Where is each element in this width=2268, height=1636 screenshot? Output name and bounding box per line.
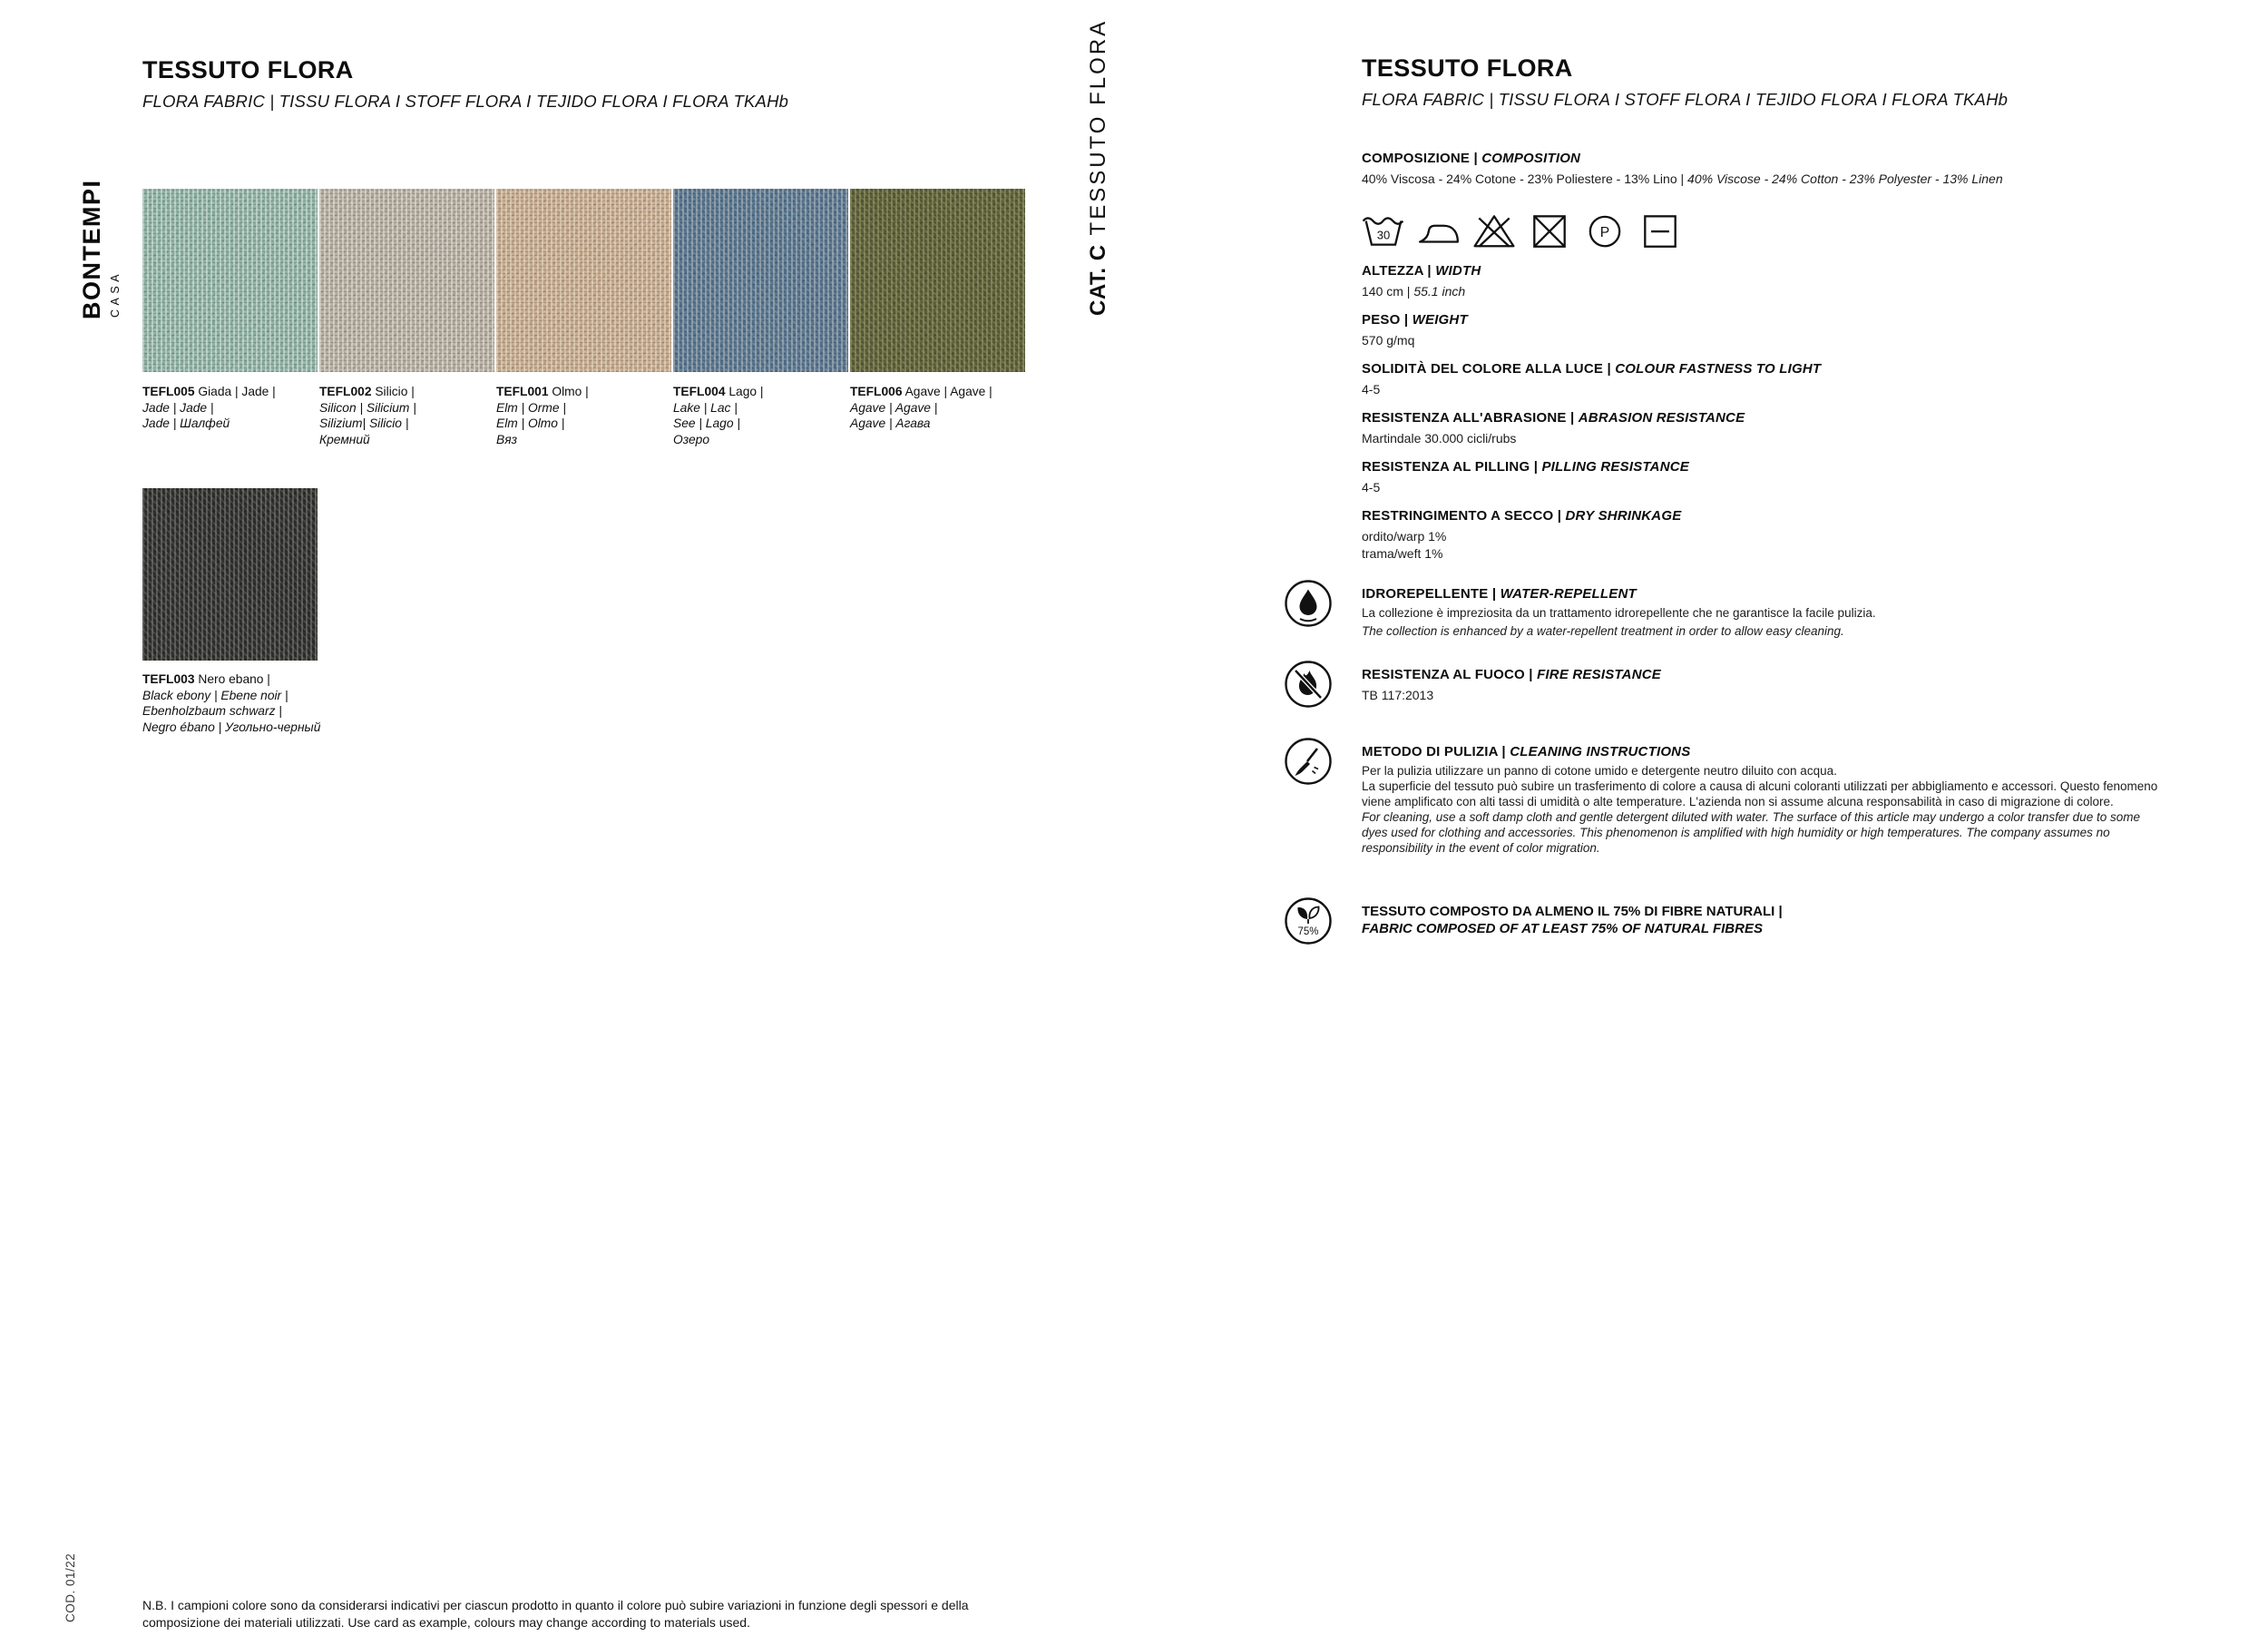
- cleaning-text-it-2: La superficie del tessuto può subire un trasferimento di colore a causa di alcuni coloranti utilizzati per abbigliamento e accessori. Questo fenomeno viene amplificato con alti tassi di umidità o alte temperature. L'azienda non si assume alcuna responsabilità in caso di migrazione di colore.: [1362, 779, 2158, 808]
- spec-pilling-resistance: RESISTENZA AL PILLING | PILLING RESISTANCE 4-5: [1362, 459, 1689, 495]
- spec-width: ALTEZZA | WIDTH 140 cm | 55.1 inch: [1362, 263, 1481, 299]
- swatch-translation: Silizium| Silicio |: [319, 416, 409, 430]
- left-page-subtitle: FLORA FABRIC | TISSU FLORA I STOFF FLORA I TEJIDO FLORA I FLORA TKAHb: [142, 92, 789, 111]
- cleaning-icon: [1284, 737, 1333, 786]
- right-page: [1297, 54, 2164, 937]
- swatch-label-agave: [850, 384, 1025, 447]
- svg-text:75%: 75%: [1297, 926, 1319, 937]
- swatch-label-giada: [142, 384, 318, 447]
- swatch-translation: Elm | Olmo |: [496, 416, 565, 430]
- swatch-code: TEFL002: [319, 385, 372, 398]
- swatch-translation: Silicon | Silicium |: [319, 400, 416, 415]
- cleaning-instructions-block: METODO DI PULIZIA | CLEANING INSTRUCTIONS Per la pulizia utilizzare un panno di cotone umido e detergente neutro diluito con acqua. La superficie del tessuto può subire un trasferimento di colore a causa di alcuni coloranti utilizzati per abbigliamento e accessori. Questo fenomeno viene amplificato con alti tassi di umidità o alte temperature. L'azienda non si assume alcuna responsabilità in caso di migrazione di colore. For cleaning, use a soft damp cloth and gentle detergent diluted with water. The surface of this article may undergo a color transfer due to some dyes used for clothing and accessories. This phenomenon is amplified with high humidity or high temperatures. The company assumes no responsibility in the event of color migration.: [1362, 743, 2164, 856]
- brand-logo: [78, 174, 132, 319]
- collection-label: TESSUTO FLORA: [1086, 18, 1110, 236]
- swatch-code: TEFL006: [850, 385, 903, 398]
- care-icons-row: [1362, 211, 2164, 250]
- water-repellent-text-en: The collection is enhanced by a water-repellent treatment in order to allow easy cleaning.: [1362, 624, 1844, 638]
- swatch-code: TEFL003: [142, 672, 195, 686]
- left-header: [142, 56, 788, 112]
- code-revision-label: COD. 01/22: [64, 1553, 77, 1622]
- swatch-code: TEFL004: [673, 385, 726, 398]
- swatch-code: TEFL001: [496, 385, 549, 398]
- natural-fibres-line-it: TESSUTO COMPOSTO DA ALMENO IL 75% DI FIBRE NATURALI |: [1362, 904, 1783, 919]
- swatch-name: Olmo |: [552, 385, 589, 398]
- dry-flat-icon: [1638, 211, 1682, 250]
- right-page-title: TESSUTO FLORA: [1362, 54, 1573, 82]
- fire-resistance-value: TB 117:2013: [1362, 688, 1434, 702]
- spec-colour-fastness: SOLIDITÀ DEL COLORE ALLA LUCE | COLOUR FASTNESS TO LIGHT 4-5: [1362, 361, 1822, 397]
- fabric-swatch-nero-ebano: [142, 488, 318, 661]
- fire-resistance-block: RESISTENZA AL FUOCO | FIRE RESISTANCE TB 117:2013: [1362, 666, 2164, 703]
- composition-value: 40% Viscosa - 24% Cotone - 23% Poliestere - 13% Lino | 40% Viscose - 24% Cotton - 23% Polyester - 13% Linen: [1362, 171, 2003, 186]
- swatch-translation: Agave | Агава: [850, 416, 931, 430]
- fabric-swatch-silicio: [319, 189, 494, 372]
- brand-name: BONTEMPI: [78, 179, 105, 319]
- natural-fibres-icon: [1284, 896, 1333, 945]
- swatch-name: Silicio |: [375, 385, 415, 398]
- water-repellent-text-it: La collezione è impreziosita da un trattamento idrorepellente che ne garantisce la facile pulizia.: [1362, 606, 1876, 620]
- swatch-row: [142, 189, 1025, 372]
- swatch-code: TEFL005: [142, 385, 195, 398]
- swatch-translation: See | Lago |: [673, 416, 740, 430]
- swatch-translation: Negro ébano | Угольно-черный: [142, 720, 321, 734]
- swatch-label-lago: [673, 384, 848, 447]
- spec-abrasion-resistance: RESISTENZA ALL'ABRASIONE | ABRASION RESISTANCE Martindale 30.000 cicli/rubs: [1362, 410, 1745, 446]
- brand-division: CASA: [109, 269, 122, 318]
- iron-icon: [1417, 211, 1461, 250]
- swatch-translation: Ebenholzbaum schwarz |: [142, 704, 282, 718]
- swatch-translation: Вяз: [496, 432, 517, 446]
- left-page-title: TESSUTO FLORA: [142, 56, 354, 83]
- fabric-swatch-olmo: [496, 189, 671, 372]
- swatch-translation: Кремний: [319, 432, 370, 446]
- cleaning-text-en: For cleaning, use a soft damp cloth and gentle detergent diluted with water. The surface of this article may undergo a color transfer due to some dyes used for clothing and accessories. This phenomenon is amplified with high humidity or high temperatures. The company assumes no responsibility in the event of color migration.: [1362, 810, 2140, 855]
- swatch-label-silicio: [319, 384, 494, 447]
- fire-resistance-icon: [1284, 660, 1333, 709]
- composition-heading: COMPOSIZIONE | COMPOSITION: [1362, 151, 1581, 166]
- swatch-translation: Jade | Jade |: [142, 400, 214, 415]
- fabric-swatch-giada: [142, 189, 318, 372]
- do-not-bleach-icon: [1472, 211, 1516, 250]
- swatch-translation: Jade | Шалфей: [142, 416, 230, 430]
- fabric-swatch-lago: [673, 189, 848, 372]
- do-not-tumble-dry-icon: [1528, 211, 1571, 250]
- natural-fibres-line-en: FABRIC COMPOSED OF AT LEAST 75% OF NATURAL FIBRES: [1362, 921, 1763, 936]
- swatch-name: Nero ebano |: [198, 672, 270, 686]
- swatch-translation: Озеро: [673, 432, 710, 446]
- swatch-translation: Black ebony | Ebene noir |: [142, 688, 288, 702]
- dry-clean-icon: [1583, 211, 1627, 250]
- water-repellent-block: IDROREPELLENTE | WATER-REPELLENT La collezione è impreziosita da un trattamento idrorepellente che ne garantisce la facile pulizia. The collection is enhanced by a water-repellent treatment in order to allow easy cleaning.: [1362, 585, 2164, 639]
- svg-text:30: 30: [1376, 228, 1391, 242]
- right-page-subtitle: FLORA FABRIC | TISSU FLORA I STOFF FLORA I TEJIDO FLORA I FLORA TKAHb: [1362, 90, 2009, 109]
- swatch-label-row: [142, 384, 1025, 447]
- wash-30-icon: [1362, 211, 1405, 250]
- swatch-label-nero-ebano: [142, 671, 360, 735]
- swatch-translation: Lake | Lac |: [673, 400, 738, 415]
- cleaning-text-it-1: Per la pulizia utilizzare un panno di cotone umido e detergente neutro diluito con acqua.: [1362, 764, 1837, 778]
- swatch-name: Agave | Agave |: [904, 385, 992, 398]
- swatch-name: Giada | Jade |: [198, 385, 276, 398]
- natural-fibres-block: [1297, 903, 2164, 937]
- swatch-translation: Elm | Orme |: [496, 400, 566, 415]
- swatch-translation: Agave | Agave |: [850, 400, 938, 415]
- water-repellent-icon: [1284, 579, 1333, 628]
- swatch-name: Lago |: [728, 385, 764, 398]
- spec-weight: PESO | WEIGHT 570 g/mq: [1362, 312, 1468, 348]
- spec-dry-shrinkage: RESTRINGIMENTO A SECCO | DRY SHRINKAGE ordito/warp 1% trama/weft 1%: [1362, 508, 1682, 561]
- svg-text:P: P: [1599, 224, 1610, 240]
- colour-disclaimer-note: N.B. I campioni colore sono da considerarsi indicativi per ciascun prodotto in quanto il colore può subire variazioni in funzione degli spessori e della composizione dei materiali utilizzati. Use card as example, colours may change according to materials used.: [142, 1598, 969, 1630]
- fabric-swatch-agave: [850, 189, 1025, 372]
- category-label: CAT. C: [1086, 244, 1110, 316]
- spine-label: [1086, 18, 1119, 316]
- swatch-label-olmo: [496, 384, 671, 447]
